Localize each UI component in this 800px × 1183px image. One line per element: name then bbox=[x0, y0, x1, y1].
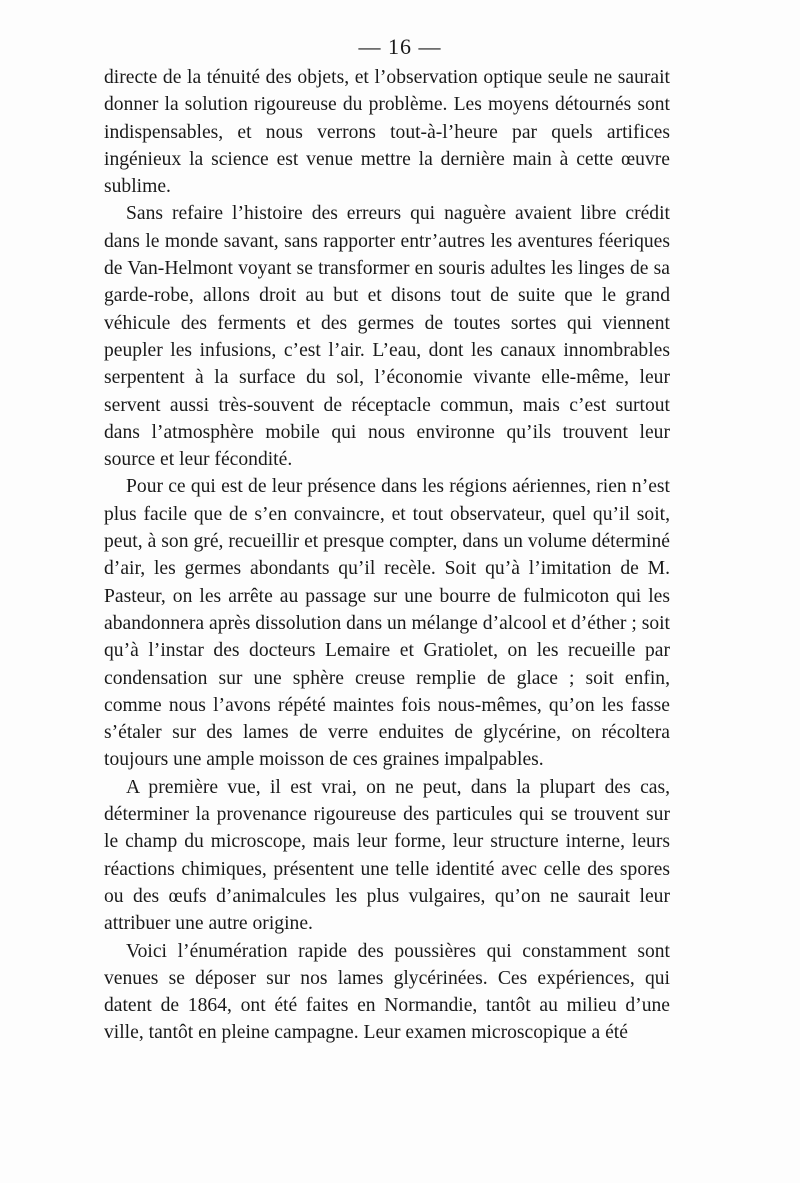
paragraph: Sans refaire l’histoire des erreurs qui naguère avaient libre crédit dans le monde savant, sans rapporter entr’autres les aventures féeriques de Van-Helmont voyant se transformer en souris adultes les linges de sa garde-robe, allons droit au but et disons tout de suite que le grand véhicule des ferments et des germes de toutes sortes qui viennent peupler les infusions, c’est l’air. L’eau, dont les canaux innombrables serpentent à la surface du sol, l’économie vivante elle-même, leur servent aussi très-souvent de réceptacle commun, mais c’est surtout dans l’atmosphère mobile qui nous environne qu’ils trouvent leur source et leur fécondité. bbox=[104, 203, 670, 471]
paragraph: Voici l’énumération rapide des poussières qui constamment sont venues se déposer sur nos lames glycérinées. Ces expériences, qui datent de 1864, ont été faites en Normandie, tantôt au milieu d’une ville, tantôt en pleine campagne. Leur examen microscopique a été bbox=[104, 940, 670, 1044]
paragraph: A première vue, il est vrai, on ne peut, dans la plupart des cas, déterminer la provenance rigoureuse des particules qui se trouvent sur le champ du microscope, mais leur forme, leur structure interne, leurs réactions chimiques, présentent une telle identité avec celle des spores ou des œufs d’animalcules les plus vulgaires, qu’on ne saurait leur attribuer une autre origine. bbox=[104, 776, 670, 935]
paragraph: directe de la ténuité des objets, et l’observation optique seule ne saurait donner la solution rigoureuse du problème. Les moyens détournés sont indispensables, et nous verrons tout-à-l’heure par quels artifices ingénieux la science est venue mettre la dernière main à cette œuvre sublime. bbox=[104, 67, 670, 198]
page-number: — 16 — bbox=[358, 34, 442, 59]
paragraph: Pour ce qui est de leur présence dans les régions aériennes, rien n’est plus facile que de s’en convaincre, et tout observateur, quel qu’il soit, peut, à son gré, recueillir et presque compter, dans un volume déterminé d’air, les germes abondants qu’il recèle. Soit qu’à l’imitation de M. Pasteur, on les arrête au passage sur une bourre de fulmicoton qui les abandonnera après dissolution dans un mélange d’alcool et d’éther ; soit qu’à l’instar des docteurs Lemaire et Gratiolet, on les recueille par condensation sur une sphère creuse remplie de glace ; soit enfin, comme nous l’avons répété maintes fois nous-mêmes, qu’on les fasse s’étaler sur des lames de verre enduites de glycérine, on récoltera toujours une ample moisson de ces graines impalpables. bbox=[104, 476, 670, 771]
body-text bbox=[104, 64, 670, 1047]
